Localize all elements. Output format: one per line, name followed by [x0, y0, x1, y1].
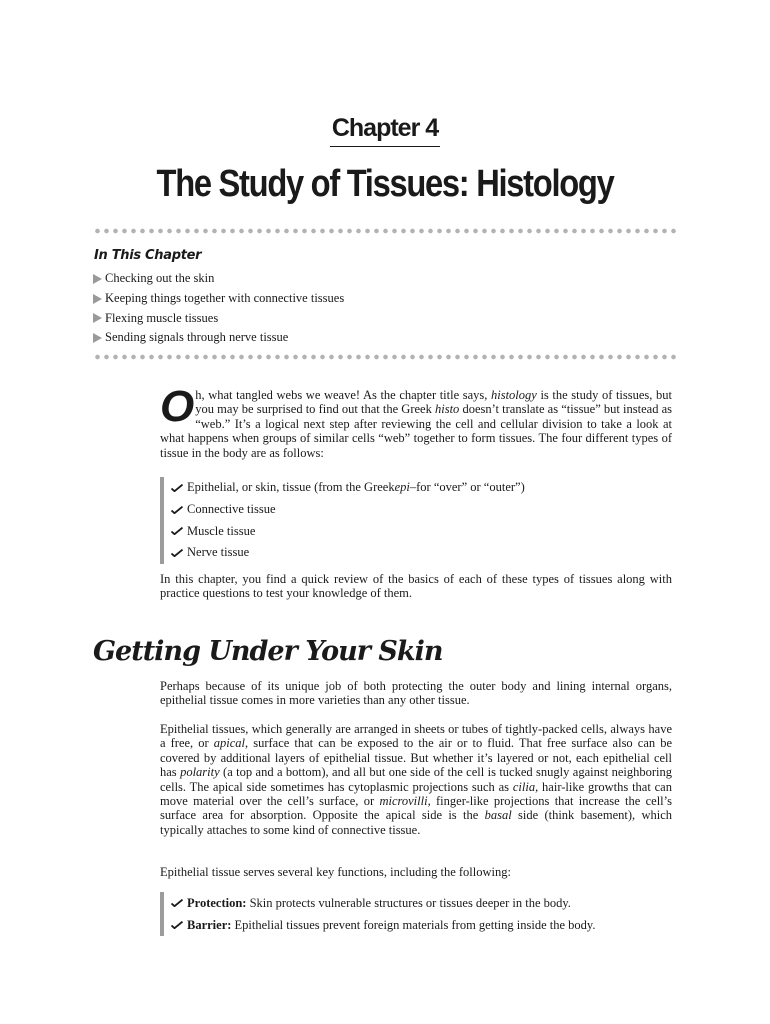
triangle-bullet-icon	[93, 274, 102, 284]
check-mark-icon	[171, 899, 183, 907]
check-mark-icon	[171, 921, 183, 929]
intro-paragraph: Oh, what tangled webs we weave! As the chapter title says, histology is the study of tissues, but you may be surprised to find out that the Greek histo doesn’t translate as “tissue” but instead as “web.” It’s a logical next step after reviewing the cell and cellular division to take a look at what happens when groups of similar cells “web” together to form tissues. The four different types of tissue in the body are as follows:	[160, 382, 673, 460]
list-item: Nerve tissue	[171, 542, 525, 564]
section-paragraph-2: Epithelial tissues, which generally are arranged in sheets or tubes of tightly-packed cells, always have a free, or apical, surface that can be exposed to the air or to fluid. That free surface also can be covered by additional layers of epithelial tissue. But whether it’s layered or not, each epithelial cell has polarity (a top and a bottom), and all but one side of the cell is tucked snugly against neighboring cells. The apical side sometimes has cytoplasmic projections such as cilia, hair-like growths that can move material over the cell’s surface, or microvilli, finger-like projections that increase the cell’s surface area for absorption. Opposite the apical side is the basal side (think basement), which typically attaches to some kind of connective tissue.	[160, 722, 672, 837]
list-item: Connective tissue	[171, 499, 525, 521]
triangle-bullet-icon	[93, 294, 102, 304]
tissue-types-list	[160, 477, 525, 564]
list-item: Barrier: Epithelial tissues prevent foreign materials from getting inside the body.	[171, 914, 595, 936]
drop-cap: O	[160, 382, 193, 431]
check-mark-icon	[171, 527, 183, 535]
triangle-bullet-icon	[93, 333, 102, 343]
dotted-divider-bottom	[93, 354, 678, 360]
chapter-number: Chapter 4	[0, 114, 770, 147]
in-this-chapter-heading: In This Chapter	[94, 248, 202, 263]
check-mark-icon	[171, 549, 183, 557]
list-item: Keeping things together with connective tissues	[93, 289, 344, 309]
dotted-divider-top	[93, 228, 678, 234]
section-paragraph-3: Epithelial tissue serves several key functions, including the following:	[160, 865, 511, 879]
list-item: Epithelial, or skin, tissue (from the Greek epi– for “over” or “outer”)	[171, 477, 525, 499]
list-item: Sending signals through nerve tissue	[93, 328, 344, 348]
chapter-title: The Study of Tissues: Histology	[156, 163, 614, 205]
triangle-bullet-icon	[93, 313, 102, 323]
list-item: Muscle tissue	[171, 520, 525, 542]
chapter-topics-list	[93, 269, 344, 348]
section-heading: Getting Under Your Skin	[93, 636, 443, 667]
chapter-overview-paragraph: In this chapter, you find a quick review of the basics of each of these types of tissues along with practice questions to test your knowledge of them.	[160, 572, 672, 601]
check-mark-icon	[171, 506, 183, 514]
list-item: Flexing muscle tissues	[93, 308, 344, 328]
list-item: Protection: Skin protects vulnerable structures or tissues deeper in the body.	[171, 892, 595, 914]
functions-list	[160, 892, 595, 936]
section-paragraph-1: Perhaps because of its unique job of both protecting the outer body and lining internal organs, epithelial tissue comes in more varieties than any other tissue.	[160, 679, 672, 708]
check-mark-icon	[171, 484, 183, 492]
list-item: Checking out the skin	[93, 269, 344, 289]
